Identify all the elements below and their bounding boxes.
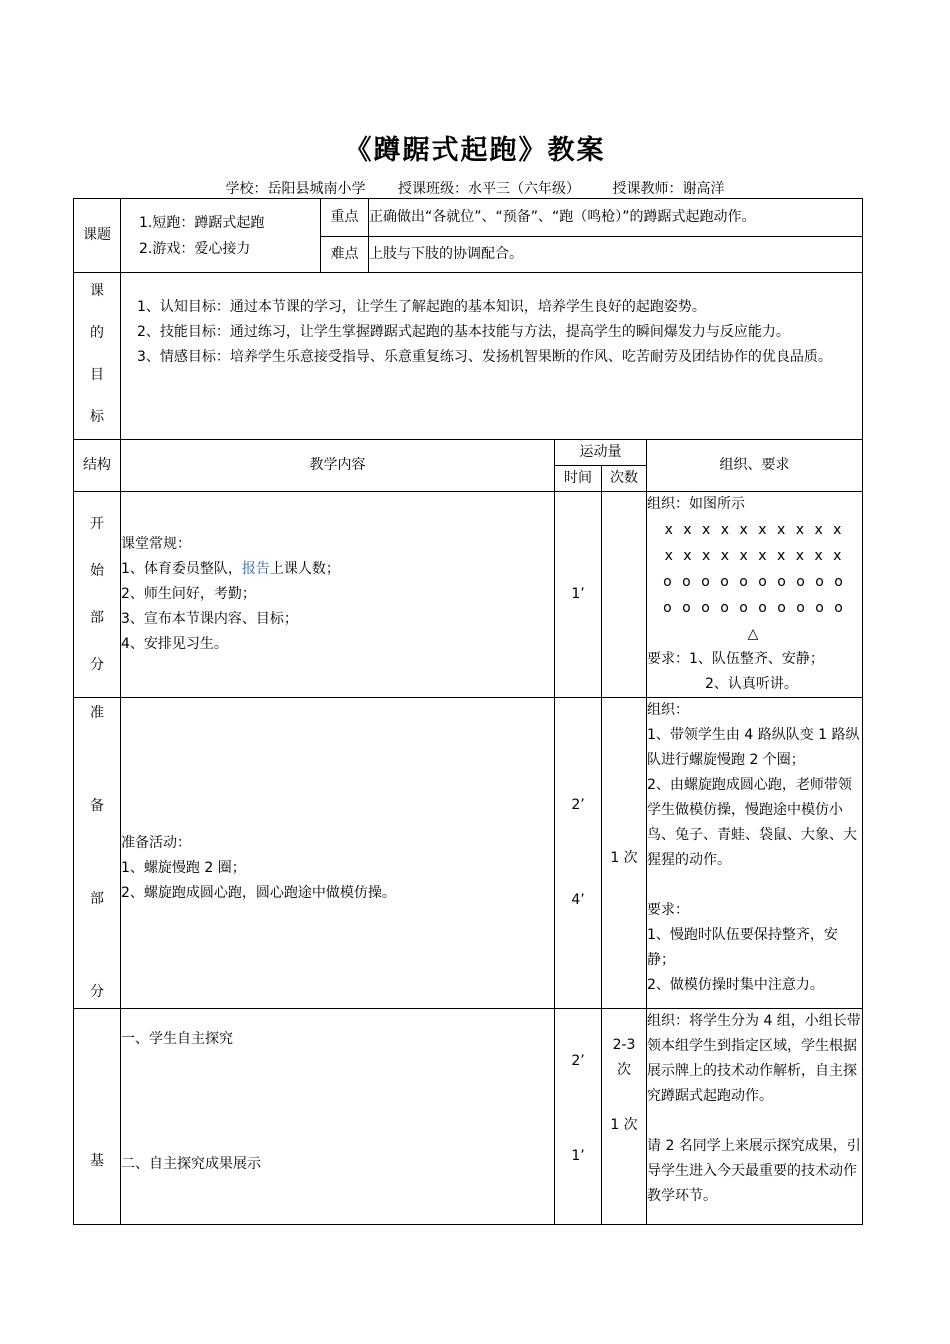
school-info: 学校：岳阳县城南小学 [225, 181, 366, 197]
prep-count: 1 次 [602, 698, 647, 1009]
basic-label: 基 [74, 1009, 121, 1225]
start-org [647, 492, 863, 698]
teacher-info: 授课教师：谢高洋 [612, 181, 725, 197]
prep-content [121, 698, 555, 1009]
difficulty-text: 上肢与下肢的协调配合。 [369, 237, 863, 273]
page-title: 《蹲踞式起跑》教案 [344, 135, 606, 166]
goal-item: 2、技能目标：通过练习，让学生掌握蹲踞式起跑的基本技能与方法，提高学生的瞬间爆发力与反应能力。 [137, 324, 790, 340]
prep-label-char: 准 [90, 705, 104, 721]
start-content [121, 492, 555, 698]
goals-label-char: 课 [90, 283, 104, 299]
start-label-char: 开 [90, 515, 104, 532]
start-org-title: 组织：如图所示 [647, 496, 745, 512]
start-label-char: 部 [90, 609, 104, 626]
start-count [602, 492, 647, 698]
prep-label-char: 备 [90, 798, 104, 814]
start-time: 1’ [555, 492, 602, 698]
prep-req-line: 1、慢跑时队伍要保持整齐，安静； [647, 927, 838, 968]
goal-item: 3、情感目标：培养学生乐意接受指导、乐意重复练习、发扬机智果断的作风、吃苦耐劳及团结协作的优良品质。 [137, 349, 832, 365]
org-header: 组织、要求 [647, 440, 863, 492]
topic-item: 1.短跑：蹲踞式起跑 [139, 214, 265, 231]
prep-org-line: 1、带领学生由 4 路纵队变 1 路纵队进行螺旋慢跑 2 个圈； [647, 727, 860, 768]
start-req: 要求：1、队伍整齐、安静； [647, 651, 824, 667]
prep-label [74, 698, 121, 1009]
basic-time [555, 1009, 602, 1225]
formation-row-x: x x x x x x x x x x [664, 522, 845, 538]
formation-row-x: x x x x x x x x x x [664, 548, 845, 564]
prep-line: 1、螺旋慢跑 2 圈； [121, 859, 246, 876]
start-label-char: 始 [90, 562, 104, 579]
prep-org [647, 698, 863, 1009]
basic-time-value: 2’ [571, 1053, 585, 1069]
formation-row-o: o o o o o o o o o o [663, 574, 846, 590]
goals-label [74, 273, 121, 440]
basic-count-value: 1 次 [610, 1117, 638, 1133]
basic-org-text: 组织：将学生分为 4 组，小组长带领本组学生到指定区域，学生根据展示牌上的技术动作解析，自主探究蹲踞式起跑动作。 [647, 1013, 861, 1104]
start-label-char: 分 [90, 656, 104, 673]
prep-time-value: 4’ [571, 892, 585, 908]
prep-org-line: 组织： [647, 702, 689, 718]
start-line: 3、宣布本节课内容、目标； [121, 611, 298, 627]
topic-label: 课题 [74, 199, 121, 273]
load-header: 运动量 [555, 440, 647, 466]
goals-label-char: 的 [90, 325, 104, 341]
prep-line: 2、螺旋跑成圆心跑，圆心跑途中做模仿操。 [121, 884, 396, 901]
prep-label-char: 分 [90, 984, 104, 1000]
start-line: 4、安排见习生。 [121, 636, 228, 652]
basic-org-text: 请 2 名同学上来展示探究成果，引导学生进入今天最重要的技术动作教学环节。 [647, 1138, 861, 1204]
start-text: 1、体育委员整队， [121, 561, 242, 577]
report-text: 报告 [241, 561, 270, 577]
start-line: 课堂常规： [121, 536, 191, 552]
goals-label-char: 目 [90, 367, 104, 383]
prep-time [555, 698, 602, 1009]
difficulty-label: 难点 [321, 237, 369, 273]
class-info: 授课班级：水平三（六年级） [398, 181, 580, 197]
basic-item: 二、自主探究成果展示 [121, 1156, 261, 1172]
goals-label-char: 标 [90, 409, 104, 425]
key-point-text: 正确做出“各就位”、“预备”、“跑（鸣枪）”的蹲踞式起跑动作。 [369, 199, 863, 237]
basic-org [647, 1009, 863, 1225]
key-point-label: 重点 [321, 199, 369, 237]
prep-label-char: 部 [90, 891, 104, 907]
topic-items [121, 199, 321, 273]
content-header: 教学内容 [121, 440, 555, 492]
prep-org-line: 2、由螺旋跑成圆心跑，老师带领学生做模仿操，慢跑途中模仿小鸟、兔子、青蛙、袋鼠、大象、大猩猩的动作。 [647, 777, 857, 868]
structure-header: 结构 [74, 440, 121, 492]
prep-req-line: 要求： [647, 902, 689, 918]
lesson-info [0, 178, 950, 198]
formation-row-o: o o o o o o o o o o [663, 600, 846, 616]
start-line [121, 557, 554, 582]
start-label [74, 492, 121, 698]
basic-count-value: 2-3 次 [612, 1037, 636, 1078]
topic-item: 2.游戏：爱心接力 [139, 240, 251, 257]
start-text: 上课人数； [269, 561, 340, 577]
goals-content [121, 273, 863, 440]
start-req: 2、认真听讲。 [705, 676, 798, 692]
prep-req-line: 2、做模仿操时集中注意力。 [647, 977, 824, 993]
lesson-plan-table [73, 198, 863, 1225]
goal-item: 1、认知目标：通过本节课的学习，让学生了解起跑的基本知识，培养学生良好的起跑姿势。 [137, 299, 706, 315]
prep-time-value: 2’ [571, 797, 585, 813]
basic-item: 一、学生自主探究 [121, 1031, 233, 1047]
start-line: 2、师生问好，考勤； [121, 586, 256, 602]
teacher-triangle-icon: △ [747, 626, 762, 642]
count-header: 次数 [602, 466, 647, 492]
time-header: 时间 [555, 466, 602, 492]
basic-content [121, 1009, 555, 1225]
basic-time-value: 1’ [571, 1148, 585, 1164]
basic-count [602, 1009, 647, 1225]
prep-line: 准备活动： [121, 834, 191, 851]
